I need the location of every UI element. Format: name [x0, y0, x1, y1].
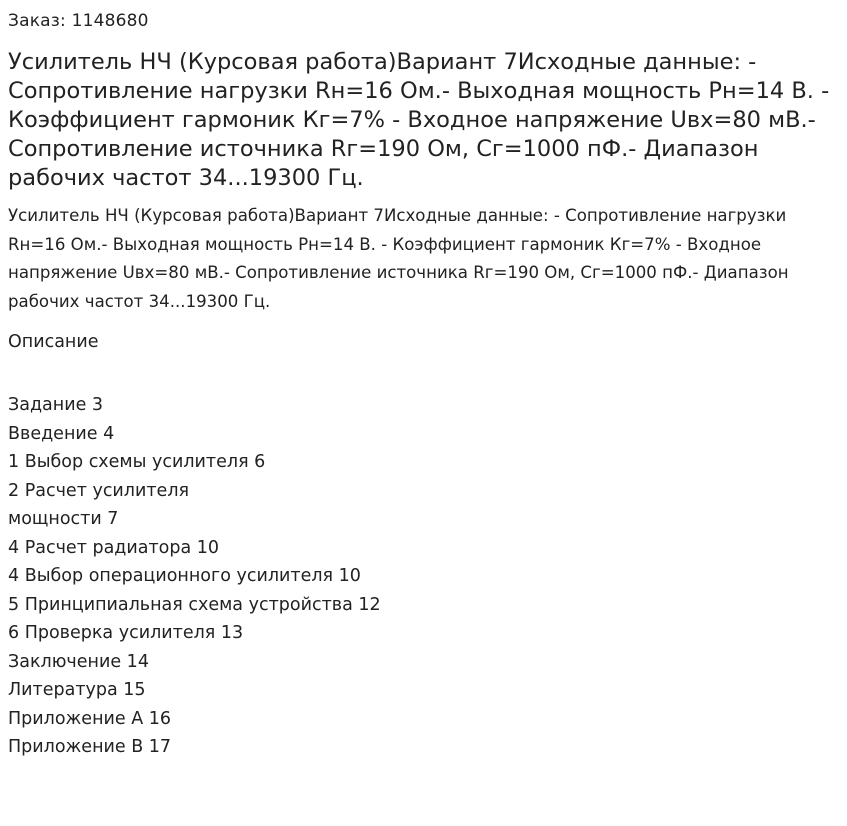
toc-item: 4 Расчет радиатора 10 — [8, 537, 220, 558]
toc-item: Задание 3 — [8, 395, 104, 415]
toc-item: мощности 7 — [8, 509, 119, 529]
toc-item: Приложение В 17 — [8, 737, 172, 757]
table-of-contents — [8, 391, 381, 762]
toc-item: 6 Проверка усилителя 13 — [8, 623, 244, 643]
toc-item: 1 Выбор схемы усилителя 6 — [8, 452, 266, 472]
toc-item: 4 Выбор операционного усилителя 10 — [8, 566, 361, 586]
section-heading-description: Описание — [8, 332, 99, 352]
toc-item: Заключение 14 — [8, 651, 149, 672]
toc-item: Введение 4 — [8, 423, 115, 444]
toc-item: Приложение А 16 — [8, 708, 172, 729]
toc-item: 5 Принципиальная схема устройства 12 — [8, 594, 381, 615]
description-text: Усилитель НЧ (Курсовая работа)Вариант 7Исходные данные: - Сопротивление нагрузки Rн=16 Ом.- Выходная мощность Рн=14 В. - Коэффициент гармоник Кг=7% - Входное напряжение Uвх=80 мВ.- Сопротивление источника Rг=190 Ом, Сг=1000 пФ.- Диапазон рабочих частот 34...19300 Гц. — [8, 206, 789, 311]
page-title: Усилитель НЧ (Курсовая работа)Вариант 7Исходные данные: - Сопротивление нагрузки Rн=16 Ом.- Выходная мощность Рн=14 В. - Коэффициент гармоник Кг=7% - Входное напряжение Uвх=80 мВ.- Сопротивление источника Rг=190 Ом, Сг=1000 пФ.- Диапазон рабочих частот 34...19300 Гц. — [8, 49, 830, 191]
order-number: Заказ: 1148680 — [8, 11, 149, 31]
toc-item: Литература 15 — [8, 680, 146, 700]
toc-item: 2 Расчет усилителя — [8, 480, 190, 501]
